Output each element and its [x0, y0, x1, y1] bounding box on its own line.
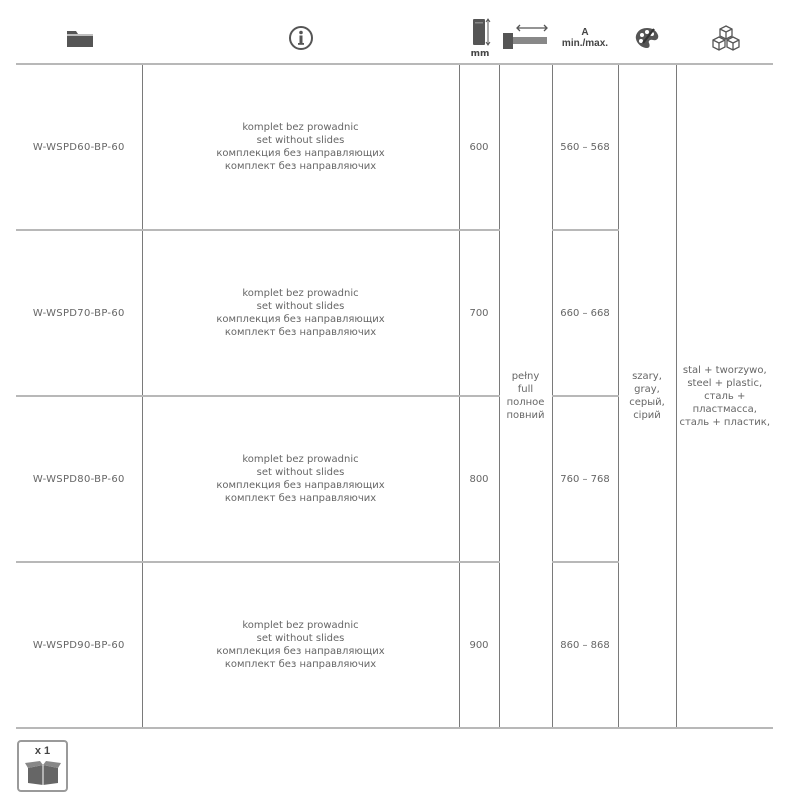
text-line: комплект без направляючих: [224, 161, 377, 172]
a-minmax-label: [556, 14, 614, 62]
box-icon: [24, 760, 62, 786]
text-line: комплекция без направляющих: [216, 314, 385, 325]
text-line: komplet bez prowadnic: [242, 122, 359, 133]
text-line: steel + plastic,: [687, 377, 763, 389]
folder-icon: [60, 14, 100, 62]
text-line: set without slides: [256, 301, 345, 312]
text-line: повний: [506, 410, 545, 421]
color-palette-icon: [630, 14, 664, 62]
text-line: full: [517, 384, 534, 395]
text-line: pełny: [511, 371, 540, 382]
product-code: W-WSPD80-BP-60: [16, 396, 142, 562]
product-code: W-WSPD90-BP-60: [16, 562, 142, 728]
text-line: stal + tworzywo,: [682, 364, 767, 376]
text-line: gray,: [634, 384, 660, 395]
text-line: сталь +: [704, 390, 746, 402]
height-value: 700: [459, 230, 499, 396]
text-line: полное: [506, 397, 545, 408]
product-description: [142, 396, 459, 562]
text-line: серый,: [629, 397, 665, 408]
text-line: set without slides: [256, 467, 345, 478]
table-row: [16, 64, 773, 230]
product-table: [16, 63, 773, 729]
a-range-value: 560 – 568: [552, 64, 618, 230]
height-mm-icon: [462, 14, 498, 62]
height-unit-label: mm: [470, 49, 490, 59]
text-line: szary,: [632, 371, 662, 382]
material-value: [676, 64, 773, 728]
a-range-value: 860 – 868: [552, 562, 618, 728]
quantity-label: x 1: [34, 745, 51, 757]
text-line: комплект без направляючих: [224, 327, 377, 338]
height-value: 900: [459, 562, 499, 728]
text-line: комплект без направляючих: [224, 659, 377, 670]
text-line: комплект без направляючих: [224, 493, 377, 504]
text-line: сірий: [633, 410, 661, 421]
material-cubes-icon: [706, 14, 746, 62]
product-code: W-WSPD70-BP-60: [16, 230, 142, 396]
info-icon: [285, 14, 317, 62]
a-range-value: 760 – 768: [552, 396, 618, 562]
height-value: 800: [459, 396, 499, 562]
text-line: komplet bez prowadnic: [242, 288, 359, 299]
a-range-value: 660 – 668: [552, 230, 618, 396]
minmax-label: min./max.: [561, 38, 609, 49]
text-line: сталь + пластик,: [679, 416, 771, 428]
text-line: komplet bez prowadnic: [242, 454, 359, 465]
text-line: комплекция без направляющих: [216, 646, 385, 657]
extension-icon: [500, 14, 552, 62]
text-line: комплекция без направляющих: [216, 480, 385, 491]
text-line: set without slides: [256, 633, 345, 644]
text-line: set without slides: [256, 135, 345, 146]
color-value: [618, 64, 676, 728]
text-line: пластмасса,: [692, 403, 757, 415]
product-description: [142, 230, 459, 396]
height-value: 600: [459, 64, 499, 230]
table-header: [0, 0, 794, 64]
extension-type: [499, 64, 552, 728]
product-code: W-WSPD60-BP-60: [16, 64, 142, 230]
package-quantity: [17, 740, 68, 792]
text-line: komplet bez prowadnic: [242, 620, 359, 631]
product-description: [142, 64, 459, 230]
text-line: комплекция без направляющих: [216, 148, 385, 159]
a-label: A: [581, 27, 589, 38]
product-description: [142, 562, 459, 728]
